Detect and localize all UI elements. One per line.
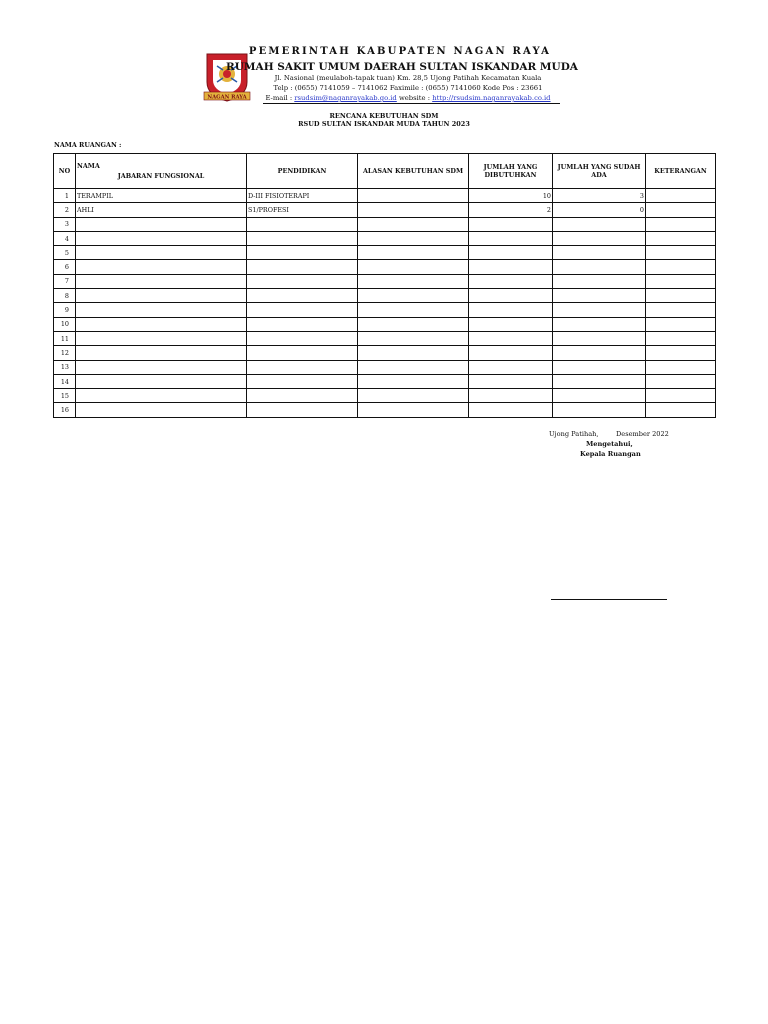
header-no: NO bbox=[54, 154, 76, 189]
cell-keterangan bbox=[646, 389, 716, 403]
table-row bbox=[54, 374, 716, 388]
cell-ada: 0 bbox=[553, 203, 646, 217]
table-row bbox=[54, 231, 716, 245]
cell-alasan bbox=[358, 260, 469, 274]
cell-nama bbox=[76, 374, 247, 388]
table-row bbox=[54, 389, 716, 403]
cell-pendidikan: D-III FISIOTERAPI bbox=[247, 189, 358, 203]
table-row bbox=[54, 260, 716, 274]
cell-dibutuhkan: 10 bbox=[469, 189, 553, 203]
table-row bbox=[54, 346, 716, 360]
email-label: E-mail : bbox=[265, 94, 293, 102]
table-row bbox=[54, 217, 716, 231]
table-row bbox=[54, 403, 716, 417]
cell-nama bbox=[76, 246, 247, 260]
table-row bbox=[54, 246, 716, 260]
table-row bbox=[54, 303, 716, 317]
cell-ada bbox=[553, 403, 646, 417]
cell-nama bbox=[76, 231, 247, 245]
cell-pendidikan bbox=[247, 217, 358, 231]
cell-nama bbox=[76, 331, 247, 345]
room-name-label: NAMA RUANGAN : bbox=[54, 141, 122, 149]
cell-keterangan bbox=[646, 331, 716, 345]
government-name: PEMERINTAH KABUPATEN NAGAN RAYA bbox=[248, 46, 552, 57]
cell-pendidikan bbox=[247, 389, 358, 403]
header-keterangan: KETERANGAN bbox=[646, 154, 716, 189]
cell-dibutuhkan bbox=[469, 360, 553, 374]
table-body bbox=[54, 189, 716, 418]
cell-nama bbox=[76, 217, 247, 231]
cell-keterangan bbox=[646, 289, 716, 303]
email-link[interactable]: rsudsim@naganrayakab.go.id bbox=[294, 94, 397, 102]
cell-alasan bbox=[358, 289, 469, 303]
cell-dibutuhkan bbox=[469, 331, 553, 345]
cell-keterangan bbox=[646, 274, 716, 288]
cell-no: 13 bbox=[54, 360, 76, 374]
cell-no: 9 bbox=[54, 303, 76, 317]
cell-dibutuhkan bbox=[469, 274, 553, 288]
cell-pendidikan bbox=[247, 246, 358, 260]
cell-no: 4 bbox=[54, 231, 76, 245]
signature-place: Ujong Patihah, bbox=[549, 430, 599, 438]
cell-no: 14 bbox=[54, 374, 76, 388]
table-row bbox=[54, 203, 716, 217]
cell-keterangan bbox=[646, 346, 716, 360]
cell-dibutuhkan bbox=[469, 403, 553, 417]
cell-no: 2 bbox=[54, 203, 76, 217]
table-row bbox=[54, 331, 716, 345]
cell-ada bbox=[553, 331, 646, 345]
cell-nama bbox=[76, 389, 247, 403]
header-jabaran-label: JABARAN FUNGSIONAL bbox=[117, 172, 205, 180]
cell-ada bbox=[553, 374, 646, 388]
document-title: RENCANA KEBUTUHAN SDM bbox=[329, 112, 439, 120]
cell-keterangan bbox=[646, 260, 716, 274]
cell-alasan bbox=[358, 317, 469, 331]
cell-alasan bbox=[358, 303, 469, 317]
cell-alasan bbox=[358, 217, 469, 231]
cell-nama: TERAMPIL bbox=[76, 189, 247, 203]
cell-nama bbox=[76, 260, 247, 274]
cell-pendidikan bbox=[247, 403, 358, 417]
header-nama-label: NAMA bbox=[77, 162, 100, 170]
cell-pendidikan bbox=[247, 346, 358, 360]
cell-keterangan bbox=[646, 246, 716, 260]
cell-no: 6 bbox=[54, 260, 76, 274]
cell-dibutuhkan bbox=[469, 260, 553, 274]
cell-dibutuhkan bbox=[469, 389, 553, 403]
cell-ada bbox=[553, 346, 646, 360]
header-nama bbox=[76, 154, 247, 189]
cell-keterangan bbox=[646, 189, 716, 203]
signature-date: Desember 2022 bbox=[616, 430, 669, 438]
cell-no: 5 bbox=[54, 246, 76, 260]
cell-keterangan bbox=[646, 217, 716, 231]
contact-line bbox=[24, 94, 768, 102]
cell-pendidikan bbox=[247, 331, 358, 345]
cell-nama bbox=[76, 317, 247, 331]
hospital-phone: Telp : (0655) 7141059 – 7141062 Faximile : (0655) 7141060 Kode Pos : 23661 bbox=[273, 84, 543, 92]
cell-nama bbox=[76, 360, 247, 374]
cell-alasan bbox=[358, 246, 469, 260]
website-label: website : bbox=[398, 94, 431, 102]
cell-no: 16 bbox=[54, 403, 76, 417]
cell-no: 7 bbox=[54, 274, 76, 288]
signature-line bbox=[551, 599, 667, 600]
cell-no: 3 bbox=[54, 217, 76, 231]
cell-dibutuhkan bbox=[469, 303, 553, 317]
hospital-address: Jl. Nasional (meulaboh-tapak tuan) Km. 28,5 Ujong Patihah Kecamatan Kuala bbox=[274, 74, 542, 82]
cell-ada bbox=[553, 389, 646, 403]
cell-alasan bbox=[358, 389, 469, 403]
cell-pendidikan: S1/PROFESI bbox=[247, 203, 358, 217]
cell-alasan bbox=[358, 189, 469, 203]
cell-alasan bbox=[358, 360, 469, 374]
website-link[interactable]: http://rsudsim.naganrayakab.co.id bbox=[432, 94, 551, 102]
cell-keterangan bbox=[646, 403, 716, 417]
cell-ada bbox=[553, 260, 646, 274]
table-header-row bbox=[54, 154, 716, 189]
cell-pendidikan bbox=[247, 374, 358, 388]
header-jumlah-dibutuhkan: JUMLAH YANG DIBUTUHKAN bbox=[469, 154, 553, 189]
cell-dibutuhkan bbox=[469, 246, 553, 260]
header-pendidikan: PENDIDIKAN bbox=[247, 154, 358, 189]
cell-dibutuhkan bbox=[469, 374, 553, 388]
cell-pendidikan bbox=[247, 231, 358, 245]
cell-no: 11 bbox=[54, 331, 76, 345]
cell-alasan bbox=[358, 274, 469, 288]
cell-pendidikan bbox=[247, 289, 358, 303]
table-row bbox=[54, 274, 716, 288]
cell-pendidikan bbox=[247, 360, 358, 374]
cell-no: 15 bbox=[54, 389, 76, 403]
logo-caption: NAGAN RAYA bbox=[207, 94, 247, 101]
cell-dibutuhkan: 2 bbox=[469, 203, 553, 217]
cell-pendidikan bbox=[247, 260, 358, 274]
table-row bbox=[54, 289, 716, 303]
cell-keterangan bbox=[646, 231, 716, 245]
cell-ada bbox=[553, 246, 646, 260]
signature-position: Kepala Ruangan bbox=[580, 450, 641, 458]
cell-keterangan bbox=[646, 317, 716, 331]
hospital-name: RUMAH SAKIT UMUM DAERAH SULTAN ISKANDAR MUDA bbox=[226, 61, 578, 73]
cell-alasan bbox=[358, 331, 469, 345]
cell-dibutuhkan bbox=[469, 289, 553, 303]
cell-keterangan bbox=[646, 303, 716, 317]
header-divider bbox=[263, 103, 560, 104]
cell-keterangan bbox=[646, 203, 716, 217]
cell-dibutuhkan bbox=[469, 217, 553, 231]
cell-nama bbox=[76, 274, 247, 288]
cell-ada bbox=[553, 317, 646, 331]
table-row bbox=[54, 189, 716, 203]
cell-no: 12 bbox=[54, 346, 76, 360]
cell-ada bbox=[553, 274, 646, 288]
cell-no: 10 bbox=[54, 317, 76, 331]
cell-keterangan bbox=[646, 360, 716, 374]
cell-no: 1 bbox=[54, 189, 76, 203]
document-subtitle: RSUD SULTAN ISKANDAR MUDA TAHUN 2023 bbox=[298, 120, 470, 128]
header-alasan: ALASAN KEBUTUHAN SDM bbox=[358, 154, 469, 189]
cell-dibutuhkan bbox=[469, 317, 553, 331]
cell-pendidikan bbox=[247, 274, 358, 288]
cell-ada bbox=[553, 303, 646, 317]
cell-ada bbox=[553, 217, 646, 231]
table-row bbox=[54, 317, 716, 331]
cell-ada bbox=[553, 289, 646, 303]
cell-alasan bbox=[358, 203, 469, 217]
cell-ada: 3 bbox=[553, 189, 646, 203]
cell-pendidikan bbox=[247, 303, 358, 317]
cell-alasan bbox=[358, 346, 469, 360]
cell-pendidikan bbox=[247, 317, 358, 331]
cell-dibutuhkan bbox=[469, 231, 553, 245]
cell-nama bbox=[76, 346, 247, 360]
cell-alasan bbox=[358, 403, 469, 417]
table-row bbox=[54, 360, 716, 374]
cell-ada bbox=[553, 360, 646, 374]
sdm-needs-table bbox=[53, 153, 716, 418]
cell-nama bbox=[76, 289, 247, 303]
cell-no: 8 bbox=[54, 289, 76, 303]
signature-acknowledged: Mengetahui, bbox=[586, 440, 633, 448]
cell-alasan bbox=[358, 231, 469, 245]
header-jumlah-ada: JUMLAH YANG SUDAH ADA bbox=[553, 154, 646, 189]
cell-alasan bbox=[358, 374, 469, 388]
cell-keterangan bbox=[646, 374, 716, 388]
cell-nama bbox=[76, 303, 247, 317]
cell-nama: AHLI bbox=[76, 203, 247, 217]
cell-dibutuhkan bbox=[469, 346, 553, 360]
cell-nama bbox=[76, 403, 247, 417]
cell-ada bbox=[553, 231, 646, 245]
